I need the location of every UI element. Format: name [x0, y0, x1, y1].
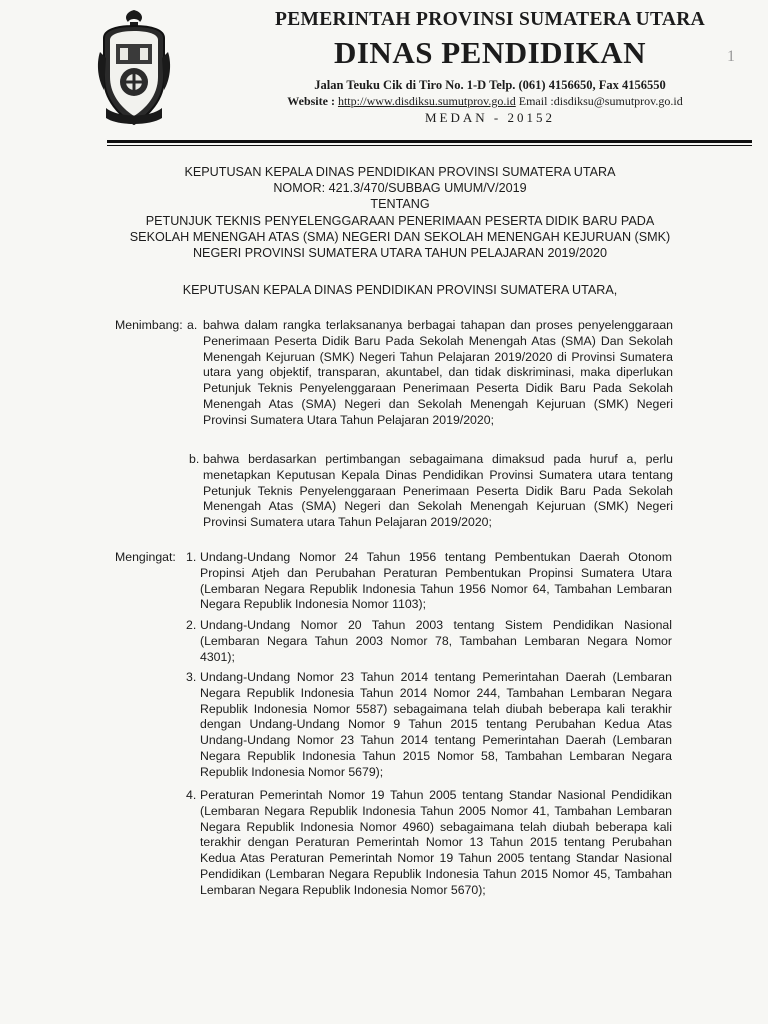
decree-heading: KEPUTUSAN KEPALA DINAS PENDIDIKAN PROVINSI SUMATERA UTARA,	[182, 283, 618, 297]
decree-tentang: TENTANG	[370, 197, 430, 212]
letterhead-divider-thin	[107, 145, 752, 146]
item-marker: 4.	[186, 788, 197, 802]
menimbang-label: Menimbang:	[115, 318, 183, 332]
item-marker: 2.	[186, 618, 197, 632]
decree-title-line: KEPUTUSAN KEPALA DINAS PENDIDIKAN PROVINSI SUMATERA UTARA	[184, 165, 616, 179]
page-number: 1	[727, 48, 735, 65]
decree-subject-line: NEGERI PROVINSI SUMATERA UTARA TAHUN PELAJARAN 2019/2020	[192, 246, 608, 261]
agency-address: Jalan Teuku Cik di Tiro No. 1-D Telp. (061) 4156650, Fax 4156550	[314, 78, 666, 92]
mengingat-item-2: Undang-Undang Nomor 20 Tahun 2003 tentang Sistem Pendidikan Nasional (Lembaran Negara Tahun 2003 Nomor 78, Tambahan Lembaran Negara Nomor 4301);	[200, 618, 672, 664]
mengingat-section	[0, 550, 768, 910]
agency-name: DINAS PENDIDIKAN	[333, 35, 646, 70]
agency-contact-line	[200, 94, 768, 109]
decree-title	[100, 164, 700, 261]
mengingat-item-4: Peraturan Pemerintah Nomor 19 Tahun 2005 tentang Standar Nasional Pendidikan (Lembaran Negara Republik Indonesia Tahun 2005 Nomor 41, Tambahan Lembaran Negara Republik Indonesia Nomor 4960) sebagaimana telah diubah beberapa kali terakhir dengan Peraturan Pemerintah Nomor 13 Tahun 2015 tentang Perubahan Kedua Atas Peraturan Pemerintah Nomor 19 Tahun 2005 tentang Standar Nasional Pendidikan (Lembaran Negara Republik Indonesia Tahun 2015 Nomor 45, Tambahan Lembaran Negara Republik Indonesia Nomor 5670);	[200, 788, 672, 897]
city-postal: MEDAN - 20152	[425, 110, 555, 125]
item-marker: a.	[187, 318, 198, 332]
item-marker: 1.	[186, 550, 197, 564]
provincial-emblem-icon	[96, 8, 172, 132]
menimbang-item-a: bahwa dalam rangka terlaksananya berbagai tahapan dan proses penyelenggaraan Penerimaan Peserta Didik Baru Pada Sekolah Menengah Atas (SMA) Dan Sekolah Menengah Kejuruan (SMK) Negeri Tahun Pelajaran 2019/2020 di Provinsi Sumatera utara yang objektif, transparan, akuntabel, dan tidak diskriminasi, maka diperlukan Petunjuk Teknis Penyelenggaraan Penerimaan Peserta Didik Baru Pada Sekolah Menengah Atas (SMA) Negeri dan Sekolah Menengah Kejuruan (SMK) Negeri Provinsi Sumatera Utara Tahun Pelajaran 2019/2020;	[203, 318, 673, 427]
website-label: Website :	[287, 94, 335, 108]
item-marker: 3.	[186, 670, 197, 684]
decree-subject-line: PETUNJUK TEKNIS PENYELENGGARAAN PENERIMAAN PESERTA DIDIK BARU PADA	[145, 213, 655, 228]
website-link[interactable]: http://www.disdiksu.sumutprov.go.id	[337, 94, 516, 108]
menimbang-item-b: bahwa berdasarkan pertimbangan sebagaimana dimaksud pada huruf a, perlu menetapkan Keputusan Kepala Dinas Pendidikan Provinsi Sumatera utara tentang Petunjuk Teknis Penyelenggaraan Penerimaan Peserta Didik Baru Pada Sekolah Menengah Atas (SMA) Negeri dan Sekolah Menengah Kejuruan (SMK) Negeri Provinsi Sumatera utara Tahun Pelajaran 2019/2020;	[203, 452, 673, 530]
item-marker: b.	[189, 452, 200, 466]
menimbang-section	[0, 318, 768, 548]
letterhead-divider	[107, 140, 752, 143]
mengingat-item-1: Undang-Undang Nomor 24 Tahun 1956 tentang Pembentukan Daerah Otonom Propinsi Atjeh dan Perubahan Peraturan Pembentukan Propinsi Sumatera Utara (Lembaran Negara Republik Indonesia Tahun 1956 Nomor 64, Tambahan Lembaran Negara Republik Indonesia Nomor 1103);	[200, 550, 672, 612]
email-label: Email :	[518, 94, 554, 108]
decree-number: NOMOR: 421.3/470/SUBBAG UMUM/V/2019	[273, 181, 527, 196]
decree-subject-line: SEKOLAH MENENGAH ATAS (SMA) NEGERI DAN SEKOLAH MENENGAH KEJURUAN (SMK)	[129, 229, 671, 244]
email-address[interactable]: disdiksu@sumutprov.go.id	[553, 94, 683, 108]
mengingat-item-3: Undang-Undang Nomor 23 Tahun 2014 tentang Pemerintahan Daerah (Lembaran Negara Republik Indonesia Tahun 2014 Nomor 244, Tambahan Lembaran Negara Republik Indonesia Nomor 5587) sebagaimana telah diubah beberapa kali terakhir dengan Undang-Undang Nomor 9 Tahun 2015 tentang Perubahan Kedua Atas Undang-Undang Nomor 23 Tahun 2014 tentang Pemerintahan Daerah (Lembaran Negara Republik Indonesia Tahun 2015 Nomor 58, Tambahan Lembaran Negara Republik Indonesia Nomor 5679);	[200, 670, 672, 779]
government-name: PEMERINTAH PROVINSI SUMATERA UTARA	[274, 9, 706, 30]
mengingat-label: Mengingat:	[115, 550, 176, 564]
letterhead	[0, 0, 768, 150]
